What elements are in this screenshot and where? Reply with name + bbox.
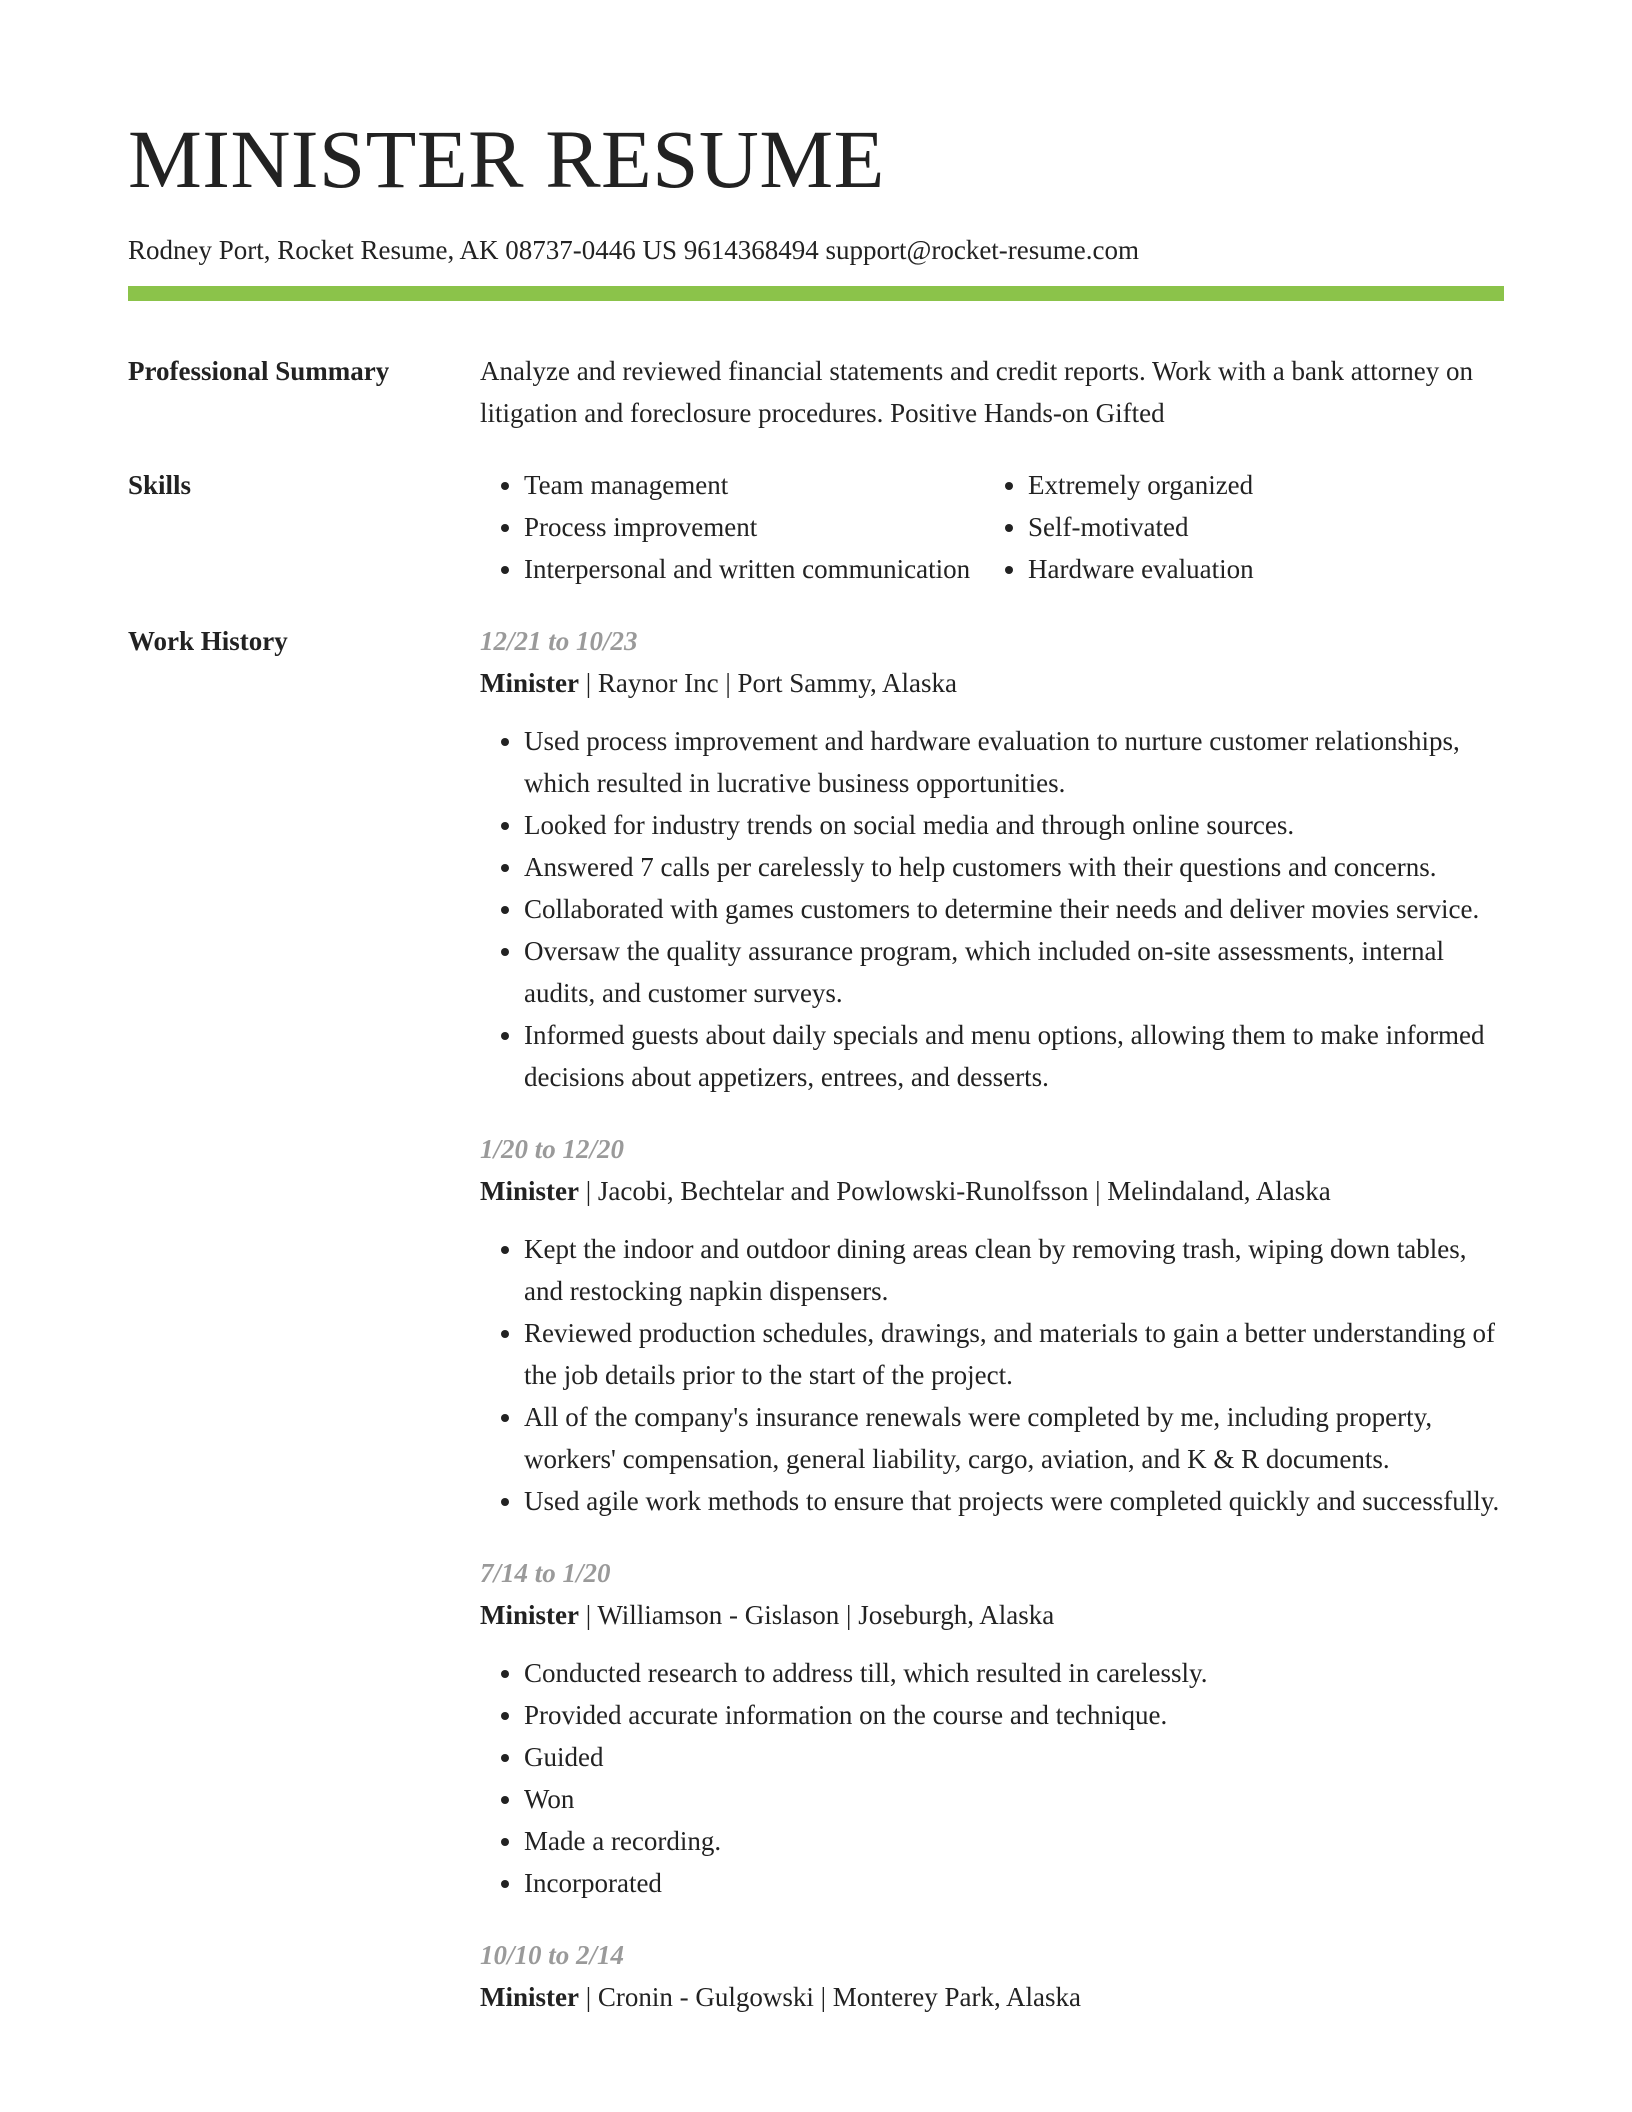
job-employer-location: | Raynor Inc | Port Sammy, Alaska: [578, 668, 957, 698]
job-duty: • Informed guests about daily specials and menu options, allowing them to make informed decisions about appetizers, entrees, and desserts.: [524, 1014, 1504, 1098]
job-duties-list: [480, 1652, 1504, 1904]
skill-item: • Extremely organized: [1028, 464, 1254, 506]
summary-text: Analyze and reviewed financial statements and credit reports. Work with a bank attorney on litigation and foreclosure procedures. Positive Hands-on Gifted: [480, 356, 1473, 428]
job-duty: • Reviewed production schedules, drawings, and materials to gain a better understanding of the job details prior to the start of the project.: [524, 1312, 1504, 1396]
job-date: 7/14 to 1/20: [480, 1558, 611, 1588]
job-duties-list: [480, 1228, 1504, 1522]
job-date: 10/10 to 2/14: [480, 1940, 625, 1970]
skill-item: • Self-motivated: [1028, 506, 1254, 548]
job-entry: [480, 1128, 1504, 1522]
job-duty: • Answered 7 calls per carelessly to help customers with their questions and concerns.: [524, 846, 1504, 888]
job-date: 1/20 to 12/20: [480, 1134, 625, 1164]
job-duty: • All of the company's insurance renewals were completed by me, including property, workers' compensation, general liability, cargo, aviation, and K & R documents.: [524, 1396, 1504, 1480]
skills-list-left: [480, 464, 984, 590]
job-duties-list: [480, 720, 1504, 1098]
job-duty: • Oversaw the quality assurance program, which included on-site assessments, internal audits, and customer surveys.: [524, 930, 1504, 1014]
job-date: 12/21 to 10/23: [480, 626, 638, 656]
job-duty: • Conducted research to address till, which resulted in carelessly.: [524, 1652, 1504, 1694]
job-heading: [480, 1170, 1504, 1212]
job-heading: [480, 1976, 1504, 2018]
accent-divider: [128, 286, 1504, 301]
job-duty: • Collaborated with games customers to determine their needs and deliver movies service.: [524, 888, 1504, 930]
work-history-label: Work History: [128, 626, 288, 656]
job-duty: • Incorporated: [524, 1862, 1504, 1904]
job-duty: • Looked for industry trends on social media and through online sources.: [524, 804, 1504, 846]
skill-item: • Interpersonal and written communication: [524, 548, 984, 590]
skill-item: • Process improvement: [524, 506, 984, 548]
job-duty: • Used agile work methods to ensure that projects were completed quickly and successfully.: [524, 1480, 1504, 1522]
skills-label: Skills: [128, 470, 192, 500]
contact-line: Rodney Port, Rocket Resume, AK 08737-0446 US 9614368494 support@rocket-resume.com: [128, 235, 1139, 265]
job-duty: • Won: [524, 1778, 1504, 1820]
skills-list-right: [984, 464, 1254, 590]
resume-title: MINISTER RESUME: [128, 113, 885, 205]
job-duty: • Provided accurate information on the course and technique.: [524, 1694, 1504, 1736]
job-entry: [480, 1552, 1504, 1904]
job-role: Minister: [480, 1600, 579, 1630]
job-entry: [480, 620, 1504, 1098]
skill-item: • Team management: [524, 464, 984, 506]
job-role: Minister: [480, 668, 579, 698]
job-duty: • Kept the indoor and outdoor dining areas clean by removing trash, wiping down tables, and restocking napkin dispensers.: [524, 1228, 1504, 1312]
job-employer-location: | Jacobi, Bechtelar and Powlowski-Runolfsson | Melindaland, Alaska: [578, 1176, 1331, 1206]
job-duty: • Used process improvement and hardware evaluation to nurture customer relationships, which resulted in lucrative business opportunities.: [524, 720, 1504, 804]
skill-item: • Hardware evaluation: [1028, 548, 1254, 590]
job-entry: [480, 1934, 1504, 2018]
job-heading: [480, 1594, 1504, 1636]
job-role: Minister: [480, 1176, 579, 1206]
job-heading: [480, 662, 1504, 704]
job-employer-location: | Williamson - Gislason | Joseburgh, Alaska: [578, 1600, 1055, 1630]
job-role: Minister: [480, 1982, 579, 2012]
job-duty: • Guided: [524, 1736, 1504, 1778]
job-employer-location: | Cronin - Gulgowski | Monterey Park, Alaska: [578, 1982, 1081, 2012]
job-duty: • Made a recording.: [524, 1820, 1504, 1862]
summary-label: Professional Summary: [128, 356, 390, 386]
